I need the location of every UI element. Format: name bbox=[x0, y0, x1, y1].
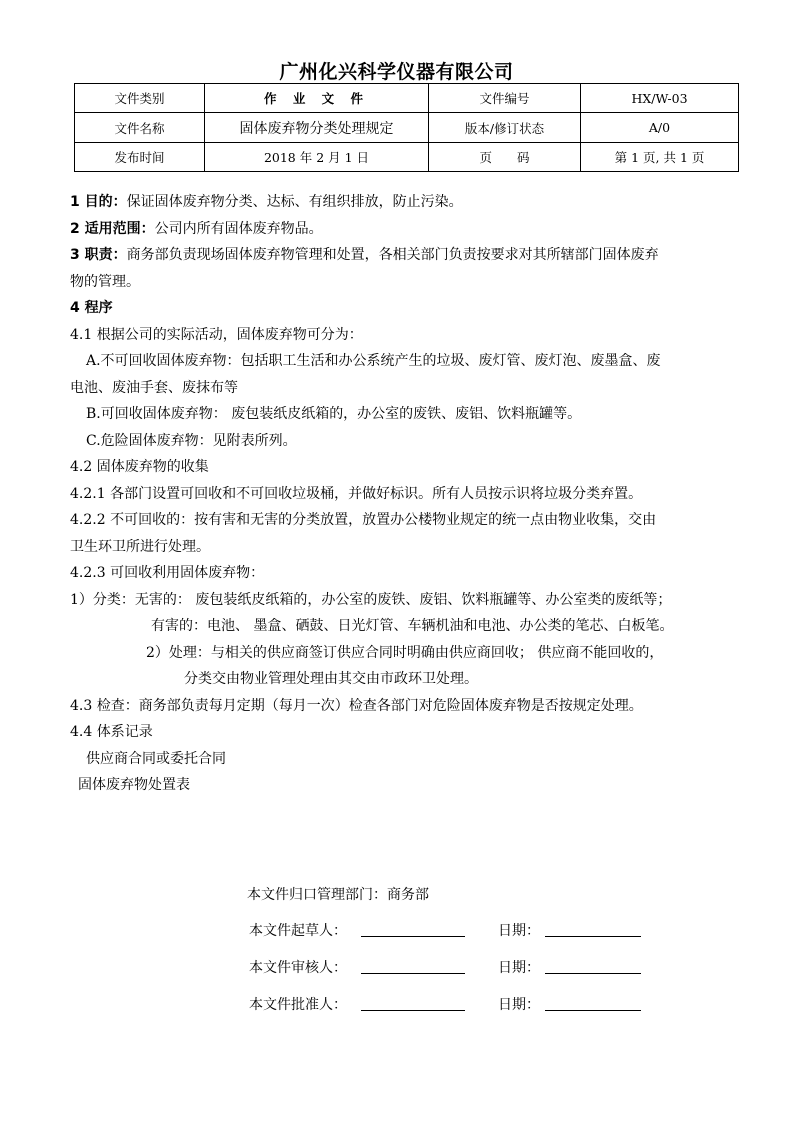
section-heading: 1 目的： bbox=[70, 194, 127, 210]
record-item: 固体废弃物处置表 bbox=[78, 777, 190, 793]
classification-harmful: 有害的：电池、 墨盒、硒鼓、日光灯管、车辆机油和电池、办公类的笔芯、白板笔。 bbox=[151, 618, 674, 634]
clause-4-1-c: C.危险固体废弃物：见附表所列。 bbox=[86, 432, 297, 449]
doc-number-value: HX/W-03 bbox=[581, 84, 739, 113]
classification-harmless: 1）分类：无害的： 废包装纸皮纸箱的，办公室的废铁、废铝、饮料瓶罐等、办公室类的废纸等； bbox=[70, 591, 672, 608]
clause-4-1-a: A.不可回收固体废弃物：包括职工生活和办公系统产生的垃圾、废灯管、废灯泡、废墨盒、废 bbox=[86, 353, 661, 369]
approver-date-label: 日期： bbox=[498, 997, 540, 1013]
drafter-date-label: 日期： bbox=[498, 923, 540, 939]
clause-4-2-2: 4.2.2 不可回收的：按有害和无害的分类放置，放置办公楼物业规定的统一点由物业收集，交由 bbox=[70, 512, 657, 528]
document-body bbox=[70, 189, 750, 799]
reviewer-label: 本文件审核人： bbox=[249, 960, 347, 976]
section-responsibility bbox=[70, 242, 750, 269]
section-responsibility-cont: 物的管理。 bbox=[70, 273, 140, 290]
managing-department: 本文件归口管理部门：商务部 bbox=[247, 887, 429, 903]
section-text: 保证固体废弃物分类、达标、有组织排放，防止污染。 bbox=[126, 194, 463, 210]
drafter-date-line[interactable] bbox=[545, 936, 641, 937]
doc-name-label: 文件名称 bbox=[75, 113, 205, 143]
reviewer-date-line[interactable] bbox=[545, 973, 641, 974]
doc-category-label: 文件类别 bbox=[75, 84, 205, 113]
clause-4-2-2-cont: 卫生环卫所进行处理。 bbox=[70, 538, 210, 555]
version-value: A/0 bbox=[581, 113, 739, 143]
approver-date-line[interactable] bbox=[545, 1010, 641, 1011]
clause-4-1: 4.1 根据公司的实际活动，固体废弃物可分为： bbox=[70, 326, 363, 343]
reviewer-signature-line[interactable] bbox=[361, 973, 465, 974]
approver-label: 本文件批准人： bbox=[249, 997, 347, 1013]
page-number-label: 页 码 bbox=[429, 143, 581, 172]
clause-4-2: 4.2 固体废弃物的收集 bbox=[70, 459, 209, 475]
approver-signature-line[interactable] bbox=[361, 1010, 465, 1011]
clause-4-1-b: B.可回收固体废弃物： 废包装纸皮纸箱的，办公室的废铁、废铝、饮料瓶罐等。 bbox=[86, 406, 582, 422]
clause-4-3: 4.3 检查：商务部负责每月定期（每月一次）检查各部门对危险固体废弃物是否按规定处理。 bbox=[70, 697, 643, 714]
drafter-signature-line[interactable] bbox=[361, 936, 465, 937]
section-procedure-heading: 4 程序 bbox=[70, 300, 113, 316]
record-item: 供应商合同或委托合同 bbox=[86, 750, 226, 767]
clause-4-2-1: 4.2.1 各部门设置可回收和不可回收垃圾桶，并做好标识。所有人员按示识将垃圾分类弃置。 bbox=[70, 485, 643, 502]
clause-4-1-a-cont: 电池、废油手套、废抹布等 bbox=[70, 379, 238, 396]
drafter-label: 本文件起草人： bbox=[249, 923, 347, 939]
version-label: 版本/修订状态 bbox=[429, 113, 581, 143]
table-row bbox=[75, 84, 739, 113]
doc-number-label: 文件编号 bbox=[429, 84, 581, 113]
processing: 2）处理：与相关的供应商签订供应合同时明确由供应商回收； 供应商不能回收的， bbox=[146, 644, 664, 661]
clause-4-2-3: 4.2.3 可回收利用固体废弃物： bbox=[70, 565, 265, 581]
reviewer-date-label: 日期： bbox=[498, 960, 540, 976]
doc-category-value: 作 业 文 件 bbox=[205, 84, 429, 113]
clause-4-4: 4.4 体系记录 bbox=[70, 724, 153, 740]
section-purpose bbox=[70, 189, 750, 216]
doc-name-value: 固体废弃物分类处理规定 bbox=[205, 113, 429, 143]
company-title: 广州化兴科学仪器有限公司 bbox=[279, 61, 514, 83]
section-heading: 3 职责： bbox=[70, 247, 127, 263]
publish-date-value: 2018 年 2 月 1 日 bbox=[205, 143, 429, 172]
section-text: 公司内所有固体废弃物品。 bbox=[154, 220, 323, 237]
section-text: 商务部负责现场固体废弃物管理和处置，各相关部门负责按要求对其所辖部门固体废弃 bbox=[126, 247, 659, 263]
processing-cont: 分类交由物业管理处理由其交由市政环卫处理。 bbox=[184, 671, 478, 687]
publish-date-label: 发布时间 bbox=[75, 143, 205, 172]
page-number-value: 第 1 页, 共 1 页 bbox=[581, 143, 739, 172]
table-row bbox=[75, 143, 739, 172]
document-header-table bbox=[74, 83, 739, 172]
table-row bbox=[75, 113, 739, 143]
section-heading: 2 适用范围： bbox=[70, 220, 155, 237]
section-scope bbox=[70, 216, 750, 243]
